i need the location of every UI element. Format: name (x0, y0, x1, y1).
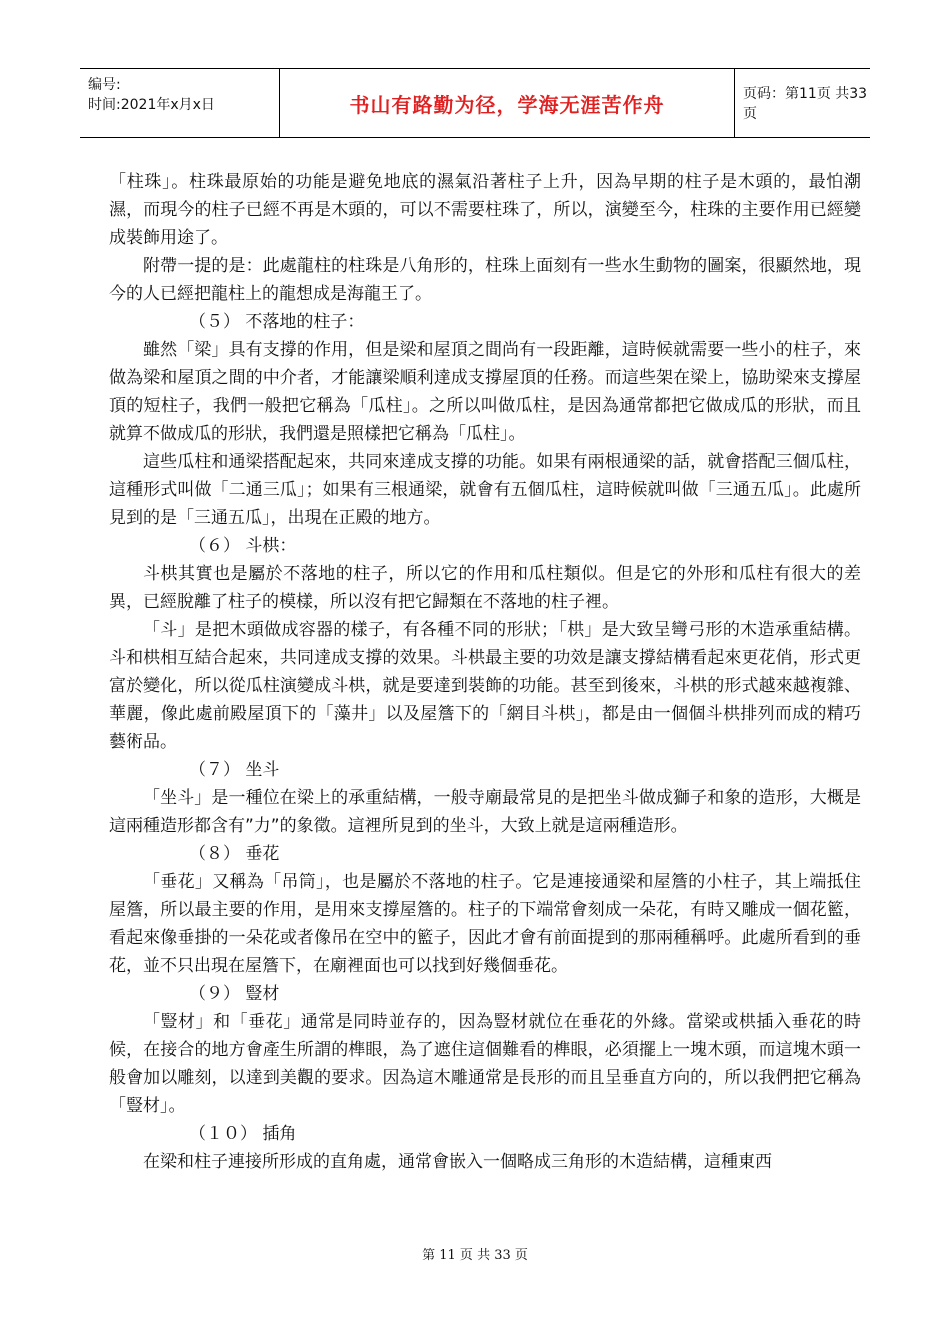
header-motto-cell (280, 69, 735, 137)
paragraph: 在梁和柱子連接所形成的直角處，通常會嵌入一個略成三角形的木造結構，這種東西 (143, 1152, 772, 1172)
page-footer: 第 11 页 共 33 页 (422, 1248, 528, 1263)
document-body (109, 168, 861, 1176)
paragraph: 「豎材」和「垂花」通常是同時並存的，因為豎材就位在垂花的外緣。當梁或栱插入垂花的時候，在接合的地方會產生所謂的榫眼，為了遮住這個難看的榫眼，必須擺上一塊木頭，而這塊木頭一般會加以雕刻，以達到美觀的要求。因為這木雕通常是長形的而且呈垂直方向的，所以我們把它稱為「豎材」。 (109, 1012, 861, 1116)
section-heading: （８） 垂花 (189, 844, 280, 864)
header-motto: 书山有路勤为径，学海无涯苦作舟 (349, 92, 665, 117)
header-info-cell (80, 69, 280, 137)
document-time-label: 时间:2021年x月x日 (88, 97, 215, 113)
document-number-label: 编号: (88, 77, 121, 93)
paragraph: 這些瓜柱和通梁搭配起來，共同來達成支撐的功能。如果有兩根通梁的話，就會搭配三個瓜柱，這種形式叫做「二通三瓜」；如果有三根通梁，就會有五個瓜柱，這時候就叫做「三通五瓜」。此處所見到的是「三通五瓜」，出現在正殿的地方。 (109, 452, 861, 528)
header-page-cell (735, 69, 870, 137)
page-header (80, 68, 870, 138)
section-heading: （５） 不落地的柱子： (189, 312, 365, 332)
header-page-number: 页码：第11页 共33页 (743, 86, 868, 122)
section-heading: （９） 豎材 (189, 984, 280, 1004)
section-heading: （１０） 插角 (189, 1124, 297, 1144)
paragraph: 「垂花」又稱為「吊筒」，也是屬於不落地的柱子。它是連接通梁和屋簷的小柱子，其上端抵住屋簷，所以最主要的作用，是用來支撐屋簷的。柱子的下端常會刻成一朵花，有時又雕成一個花籃，看起來像垂掛的一朵花或者像吊在空中的籃子，因此才會有前面提到的那兩種稱呼。此處所看到的垂花，並不只出現在屋簷下，在廟裡面也可以找到好幾個垂花。 (109, 872, 861, 976)
paragraph: 「斗」是把木頭做成容器的樣子，有各種不同的形狀；「栱」是大致呈彎弓形的木造承重結構。斗和栱相互結合起來，共同達成支撐的效果。斗栱最主要的功效是讓支撐結構看起來更花俏，形式更富於變化，所以從瓜柱演變成斗栱，就是要達到裝飾的功能。甚至到後來，斗栱的形式越來越複雜、華麗，像此處前殿屋頂下的「藻井」以及屋簷下的「網目斗栱」，都是由一個個斗栱排列而成的精巧藝術品。 (109, 620, 861, 752)
paragraph: 斗栱其實也是屬於不落地的柱子，所以它的作用和瓜柱類似。但是它的外形和瓜柱有很大的差異，已經脫離了柱子的模樣，所以沒有把它歸類在不落地的柱子裡。 (109, 564, 861, 612)
paragraph: 「柱珠」。柱珠最原始的功能是避免地底的濕氣沿著柱子上升，因為早期的柱子是木頭的，最怕潮濕，而現今的柱子已經不再是木頭的，可以不需要柱珠了，所以，演變至今，柱珠的主要作用已經變成裝飾用途了。 (109, 172, 861, 248)
section-heading: （７） 坐斗 (189, 760, 280, 780)
paragraph: 附帶一提的是：此處龍柱的柱珠是八角形的，柱珠上面刻有一些水生動物的圖案，很顯然地，現今的人已經把龍柱上的龍想成是海龍王了。 (109, 256, 861, 304)
section-heading: （６） 斗栱： (189, 536, 297, 556)
paragraph: 雖然「梁」具有支撐的作用，但是梁和屋頂之間尚有一段距離，這時候就需要一些小的柱子，來做為梁和屋頂之間的中介者，才能讓梁順利達成支撐屋頂的任務。而這些架在梁上，協助梁來支撐屋頂的短柱子，我們一般把它稱為「瓜柱」。之所以叫做瓜柱，是因為通常都把它做成瓜的形狀，而且就算不做成瓜的形狀，我們還是照樣把它稱為「瓜柱」。 (109, 340, 861, 444)
paragraph: 「坐斗」是一種位在梁上的承重結構，一般寺廟最常見的是把坐斗做成獅子和象的造形，大概是這兩種造形都含有”力”的象徵。這裡所見到的坐斗，大致上就是這兩種造形。 (109, 788, 861, 836)
